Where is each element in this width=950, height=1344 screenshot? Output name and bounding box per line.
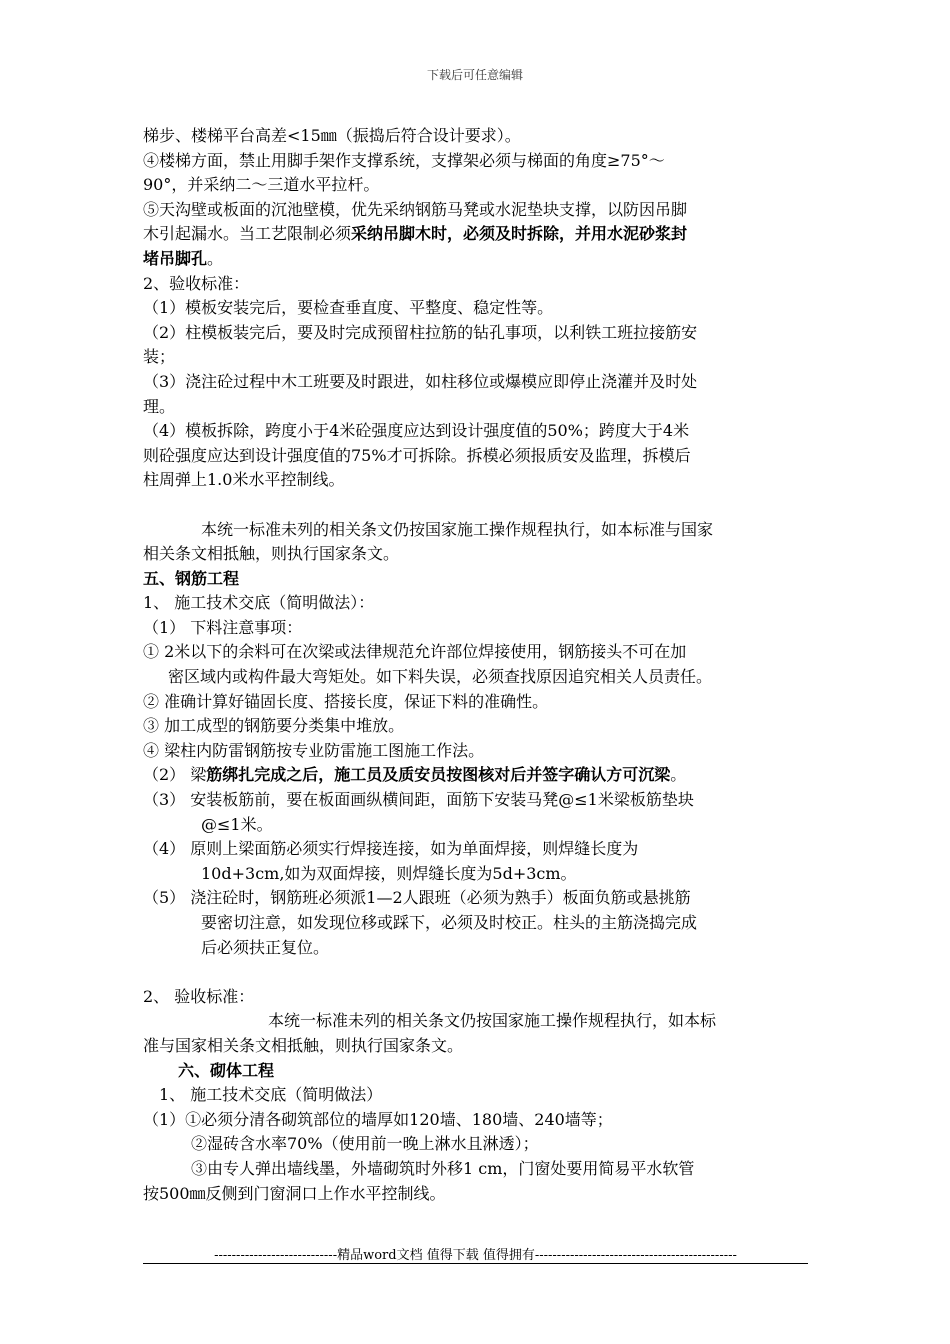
- text-line: [143, 173, 811, 198]
- text-line: [143, 640, 811, 665]
- line-text: （1）①必须分清各砌筑部位的墙厚如120墙、180墙、240墙等；: [143, 1109, 613, 1129]
- line-text: ① 2米以下的余料可在次梁或法律规范允许部位焊接使用，钢筋接头不可在加: [143, 642, 687, 662]
- line-text: 按500㎜反侧到门窗洞口上作水平控制线。: [143, 1183, 446, 1203]
- text-line: [143, 395, 811, 420]
- text-line: [143, 222, 811, 247]
- blank-line: [143, 493, 811, 518]
- line-text: （4） 原则上梁面筋必须实行焊接连接，如为单面焊接，则焊缝长度为: [143, 839, 639, 859]
- text-line: [143, 1059, 811, 1084]
- line-text: 则砼强度应达到设计强度值的75%才可拆除。拆模必须报质安及监理，拆模后: [143, 445, 691, 465]
- line-text: ② 准确计算好锚固长度、搭接长度，保证下料的准确性。: [143, 691, 549, 711]
- text-line: [143, 985, 811, 1010]
- line-tail-text: 。: [207, 248, 224, 268]
- text-line: [143, 247, 811, 272]
- text-line: [143, 321, 811, 346]
- text-line: [143, 444, 811, 469]
- page-header: 下载后可任意编辑: [426, 68, 523, 82]
- text-line: [143, 1157, 811, 1182]
- line-text: 装；: [143, 347, 176, 367]
- text-line: [143, 518, 811, 543]
- text-line: [143, 911, 811, 936]
- line-text: 10d+3cm,如为双面焊接，则焊缝长度为5d+3cm。: [201, 863, 577, 883]
- line-text: ③ 加工成型的钢筋要分类集中堆放。: [143, 716, 405, 736]
- line-text: 梯步、楼梯平台高差<15㎜（振捣后符合设计要求）。: [143, 126, 521, 145]
- line-text: 准与国家相关条文相抵触，则执行国家条文。: [143, 1035, 464, 1055]
- text-line: [143, 813, 811, 838]
- line-text: ②湿砖含水率70%（使用前一晚上淋水且淋透）；: [191, 1134, 539, 1154]
- line-text: 90°，并采纳二～三道水平拉杆。: [143, 175, 380, 195]
- text-line: [143, 345, 811, 370]
- line-bold-text: 六、砌体工程: [178, 1060, 275, 1080]
- line-text: 本统一标准未列的相关条文仍按国家施工操作规程执行，如本标: [268, 1011, 717, 1031]
- text-line: [143, 149, 811, 174]
- line-text: （1）模板安装完后，要检查垂直度、平整度、稳定性等。: [143, 298, 554, 318]
- text-line: [143, 591, 811, 616]
- line-text: （3）浇注砼过程中木工班要及时跟进，如柱移位或爆模应即停止浇灌并及时处: [143, 371, 698, 391]
- line-text: 本统一标准未列的相关条文仍按国家施工操作规程执行，如本标准与国家: [201, 519, 714, 539]
- blank-line: [143, 960, 811, 985]
- footer-rule: [143, 1263, 808, 1264]
- text-line: [143, 1009, 811, 1034]
- line-bold-text: 五、钢筋工程: [143, 568, 240, 588]
- text-line: [143, 296, 811, 321]
- line-text: （5） 浇注砼时，钢筋班必须派1—2人跟班（必须为熟手）板面负筋或悬挑筋: [143, 888, 691, 908]
- line-text: ④楼梯方面，禁止用脚手架作支撑系统，支撑架必须与梯面的角度≥75°～: [143, 150, 665, 170]
- text-line: [143, 665, 811, 690]
- text-line: [143, 124, 811, 149]
- text-line: [143, 714, 811, 739]
- text-line: [143, 1083, 811, 1108]
- line-bold-text: 筋绑扎完成之后，施工员及质安员按图核对后并签字确认方可沉梁: [206, 765, 671, 785]
- line-bold-text: 采纳吊脚木时，必须及时拆除，并用水泥砂浆封: [351, 224, 688, 244]
- line-text: 2、验收标准：: [143, 273, 250, 293]
- line-text: 1、 施工技术交底（简明做法）: [159, 1085, 383, 1105]
- line-bold-text: 堵吊脚孔: [143, 248, 208, 268]
- line-text: （4）模板拆除，跨度小于4米砼强度应达到设计强度值的50%；跨度大于4米: [143, 421, 690, 441]
- line-text: 木引起漏水。当工艺限制必须: [143, 224, 352, 244]
- text-line: [143, 886, 811, 911]
- line-text: 柱周弹上1.0米水平控制线。: [143, 470, 345, 490]
- text-line: [143, 862, 811, 887]
- line-text: ⑤天沟壁或板面的沉池壁模，优先采纳钢筋马凳或水泥垫块支撑，以防因吊脚: [143, 199, 688, 219]
- line-text: 相关条文相抵触，则执行国家条文。: [143, 544, 400, 564]
- line-text: （3） 安装板筋前，要在板面画纵横间距，面筋下安装马凳@≤1米梁板筋垫块: [143, 790, 694, 810]
- text-line: [143, 616, 811, 641]
- text-line: [143, 788, 811, 813]
- text-line: [143, 739, 811, 764]
- text-line: [143, 1182, 811, 1207]
- line-text: 1、 施工技术交底（简明做法）：: [143, 593, 375, 613]
- line-text: ④ 梁柱内防雷钢筋按专业防雷施工图施工作法。: [143, 740, 485, 760]
- line-text: 密区域内或构件最大弯矩处。如下料失误，必须查找原因追究相关人员责任。: [168, 667, 713, 687]
- line-text: （2）柱模板装完后，要及时完成预留柱拉筋的钻孔事项，以利铁工班拉接筋安: [143, 322, 698, 342]
- text-line: [143, 1132, 811, 1157]
- text-line: [143, 272, 811, 297]
- text-line: [143, 542, 811, 567]
- page-footer: ----------------------------精品word文档 值得下载 值得拥有----------------------------------------------: [214, 1248, 737, 1263]
- line-text: （1） 下料注意事项：: [143, 617, 303, 637]
- line-text: ③由专人弹出墙线墨，外墙砌筑时外移1 cm，门窗处要用简易平水软管: [191, 1158, 695, 1178]
- text-line: [143, 936, 811, 961]
- text-line: [143, 419, 811, 444]
- text-line: [143, 468, 811, 493]
- text-line: [143, 837, 811, 862]
- document-body: [143, 124, 811, 1206]
- text-line: [143, 763, 811, 788]
- line-text: （2） 梁: [143, 765, 207, 785]
- text-line: [143, 1108, 811, 1133]
- text-line: [143, 690, 811, 715]
- text-line: [143, 1034, 811, 1059]
- text-line: [143, 370, 811, 395]
- text-line: [143, 198, 811, 223]
- text-line: [143, 567, 811, 592]
- line-text: 后必须扶正复位。: [201, 937, 330, 957]
- line-text: 理。: [143, 396, 176, 416]
- line-tail-text: 。: [670, 765, 687, 785]
- line-text: 要密切注意，如发现位移或踩下，必须及时校正。柱头的主筋浇捣完成: [201, 913, 698, 932]
- line-text: @≤1米。: [201, 814, 273, 834]
- line-text: 2、 验收标准：: [143, 986, 255, 1006]
